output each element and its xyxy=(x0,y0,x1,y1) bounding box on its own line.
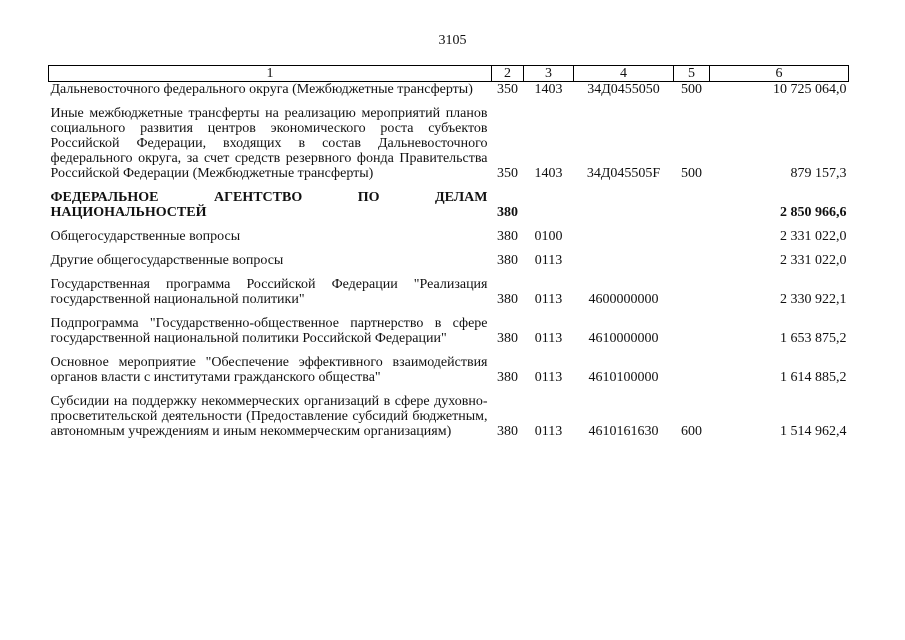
row-col2: 350 xyxy=(497,82,518,97)
row-col3 xyxy=(524,181,574,220)
row-amount: 2 331 022,0 xyxy=(780,229,847,244)
row-col4: 4600000000 xyxy=(588,292,659,307)
table-row xyxy=(49,220,849,244)
row-col4 xyxy=(574,181,674,220)
row-col5 xyxy=(674,307,710,346)
row-col4: 4610161630 xyxy=(588,424,659,439)
row-amount: 2 330 922,1 xyxy=(780,292,847,307)
row-col3: 1403 xyxy=(534,166,563,181)
table-row xyxy=(49,82,849,98)
row-col2: 380 xyxy=(497,292,518,307)
row-col3: 0113 xyxy=(534,331,563,346)
row-name: Дальневосточного федерального округа (Межбюджетные трансферты) xyxy=(50,82,473,97)
row-col2: 380 xyxy=(497,205,518,220)
row-name: Государственная программа Российской Федерации "Реализация государственной национальной политики" xyxy=(50,277,488,307)
row-amount: 1 514 962,4 xyxy=(780,424,847,439)
row-col2: 380 xyxy=(497,229,518,244)
row-col3: 1403 xyxy=(534,82,563,97)
row-name: Субсидии на поддержку некоммерческих организаций в сфере духовно-просветительской деятельности (Предоставление субсидий бюджетным, автономным учреждениям и иным некоммерческим организациям) xyxy=(50,394,488,439)
table-row xyxy=(49,181,849,220)
row-name: Иные межбюджетные трансферты на реализацию мероприятий планов социального развития центров экономического роста субъектов Российской Федерации, входящих в состав Дальневосточного федерального округа, за счет средств резервного фонда Правительства Российской Федерации (Межбюджетные трансферты) xyxy=(50,106,488,181)
column-header-6: 6 xyxy=(710,66,849,82)
row-col2: 380 xyxy=(497,370,518,385)
row-col5 xyxy=(674,244,710,268)
row-amount: 1 653 875,2 xyxy=(780,331,847,346)
row-amount: 2 850 966,6 xyxy=(780,205,847,220)
table-row xyxy=(49,385,849,439)
row-amount: 10 725 064,0 xyxy=(773,82,847,97)
table-row xyxy=(49,268,849,307)
row-col3: 0113 xyxy=(534,370,563,385)
row-col4: 34Д045505F xyxy=(586,166,661,181)
row-col2: 380 xyxy=(497,424,518,439)
column-header-2: 2 xyxy=(492,66,524,82)
row-name: ФЕДЕРАЛЬНОЕ АГЕНТСТВО ПО ДЕЛАМ НАЦИОНАЛЬНОСТЕЙ xyxy=(50,190,488,220)
row-col4: 34Д0455050 xyxy=(587,82,660,97)
row-col4: 4610100000 xyxy=(588,370,659,385)
table-row xyxy=(49,307,849,346)
row-col3: 0113 xyxy=(534,424,563,439)
row-amount: 1 614 885,2 xyxy=(780,370,847,385)
row-amount: 2 331 022,0 xyxy=(780,253,847,268)
row-col2: 380 xyxy=(497,253,518,268)
row-name: Подпрограмма "Государственно-общественное партнерство в сфере государственной национальной политики Российской Федерации" xyxy=(50,316,488,346)
row-name: Основное мероприятие "Обеспечение эффективного взаимодействия органов власти с институтами гражданского общества" xyxy=(50,355,488,385)
row-col3: 0100 xyxy=(534,229,563,244)
row-col5 xyxy=(674,346,710,385)
row-col5: 500 xyxy=(681,82,702,97)
table-row xyxy=(49,97,849,181)
row-col3: 0113 xyxy=(534,292,563,307)
row-col2: 350 xyxy=(497,166,518,181)
column-header-3: 3 xyxy=(524,66,574,82)
row-col4 xyxy=(574,244,674,268)
row-col5 xyxy=(674,220,710,244)
row-col2: 380 xyxy=(497,331,518,346)
page-number: 3105 xyxy=(438,33,467,48)
table-row xyxy=(49,346,849,385)
table-header-row xyxy=(49,66,849,82)
row-col5 xyxy=(674,181,710,220)
row-col3: 0113 xyxy=(534,253,563,268)
row-col5: 500 xyxy=(681,166,702,181)
row-amount: 879 157,3 xyxy=(790,166,847,181)
column-header-1: 1 xyxy=(49,66,492,82)
column-header-4: 4 xyxy=(574,66,674,82)
row-name: Другие общегосударственные вопросы xyxy=(50,253,284,268)
budget-table xyxy=(48,65,849,439)
row-col4: 4610000000 xyxy=(588,331,659,346)
table-row xyxy=(49,244,849,268)
row-col4 xyxy=(574,220,674,244)
row-col5: 600 xyxy=(681,424,702,439)
row-name: Общегосударственные вопросы xyxy=(50,229,241,244)
column-header-5: 5 xyxy=(674,66,710,82)
row-col5 xyxy=(674,268,710,307)
